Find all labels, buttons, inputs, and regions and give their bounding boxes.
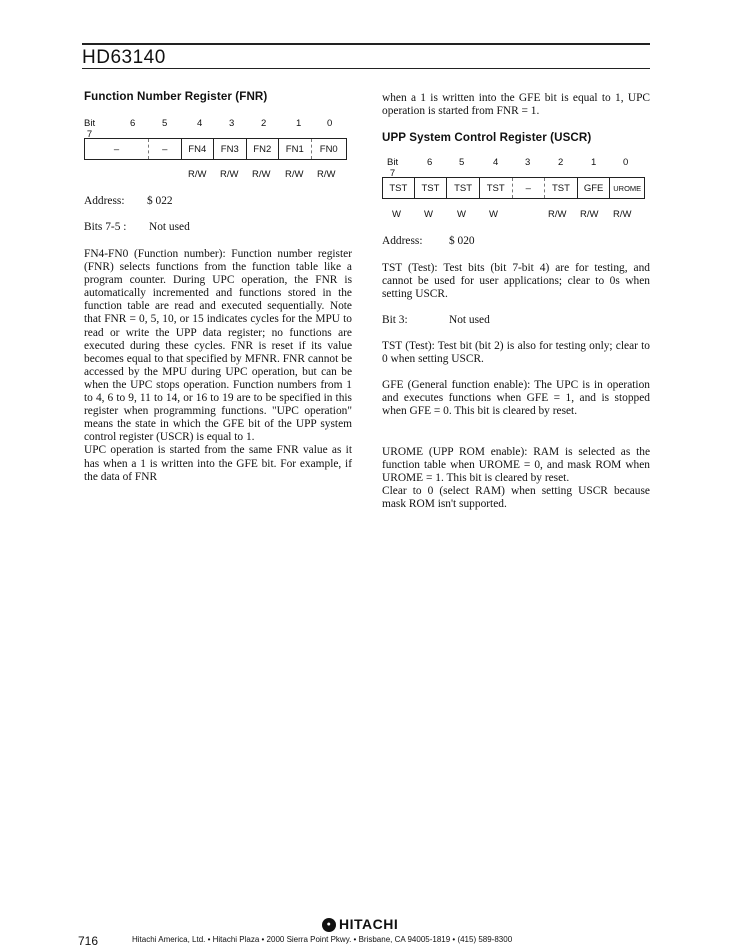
fnr-rw-4: R/W bbox=[188, 169, 207, 180]
uscr-rw-5: W bbox=[457, 209, 466, 220]
fnr-cell-fn2: FN2 bbox=[247, 139, 280, 159]
uscr-register-diagram bbox=[382, 177, 645, 199]
uscr-address bbox=[382, 235, 650, 248]
uscr-tst-paragraph: TST (Test): Test bits (bit 7-bit 4) are for testing, and cannot be used for user applications; clear to 0s when setting USCR. bbox=[382, 262, 650, 301]
uscr-gfe-block bbox=[382, 379, 650, 418]
fnr-register-diagram bbox=[84, 138, 347, 160]
fnr-bit-3: 3 bbox=[229, 118, 235, 129]
header-rule-bottom bbox=[82, 68, 650, 69]
page-title: HD63140 bbox=[82, 47, 166, 68]
fnr-heading: Function Number Register (FNR) bbox=[84, 90, 268, 103]
uscr-rw-6: W bbox=[424, 209, 433, 220]
uscr-bit-4: 4 bbox=[493, 157, 499, 168]
fnr-bits75-label: Bits 7-5 : bbox=[84, 221, 127, 233]
fnr-cell-fn4: FN4 bbox=[182, 139, 215, 159]
uscr-intro bbox=[382, 92, 650, 118]
uscr-urome-paragraph-2: Clear to 0 (select RAM) when setting USCR because mask ROM isn't supported. bbox=[382, 485, 650, 511]
hitachi-logo bbox=[322, 916, 398, 932]
uscr-address-label: Address: bbox=[382, 235, 423, 247]
uscr-rw-2: R/W bbox=[548, 209, 567, 220]
uscr-bit-5: 5 bbox=[459, 157, 465, 168]
uscr-bit-3: 3 bbox=[525, 157, 531, 168]
fnr-rw-0: R/W bbox=[317, 169, 336, 180]
fnr-bits75-value: Not used bbox=[149, 221, 190, 233]
uscr-cell-tst2: TST bbox=[545, 178, 578, 198]
fnr-description bbox=[84, 248, 352, 484]
uscr-bit3-label: Bit 3: bbox=[382, 314, 408, 326]
fnr-address bbox=[84, 195, 352, 208]
uscr-bit3 bbox=[382, 314, 650, 327]
uscr-heading-wrap bbox=[382, 131, 650, 144]
fnr-bits75 bbox=[84, 221, 352, 234]
fnr-address-value: $ 022 bbox=[147, 195, 173, 207]
fnr-bit-4: 4 bbox=[197, 118, 203, 129]
uscr-urome-paragraph: UROME (UPP ROM enable): RAM is selected as the function table when UROME = 0, and mask ROM when UROME = 1. This bit is cleared by reset. bbox=[382, 446, 650, 485]
uscr-cell-tst4: TST bbox=[480, 178, 513, 198]
uscr-bit-7: Bit 7 bbox=[387, 157, 399, 179]
fnr-rw-2: R/W bbox=[252, 169, 271, 180]
uscr-cell-gfe: GFE bbox=[578, 178, 611, 198]
fnr-bit-5: 5 bbox=[162, 118, 168, 129]
uscr-tst2-paragraph: TST (Test): Test bit (bit 2) is also for testing only; clear to 0 when setting USCR. bbox=[382, 340, 650, 366]
footer-address: Hitachi America, Ltd. • Hitachi Plaza • 2000 Sierra Point Pkwy. • Brisbane, CA 94005-1819 • (415) 589-8300 bbox=[132, 935, 513, 944]
fnr-cell-fn1: FN1 bbox=[279, 139, 312, 159]
uscr-gfe-paragraph: GFE (General function enable): The UPC is in operation and executes functions when GFE = 1, and is stopped when GFE = 0. This bit is cleared by reset. bbox=[382, 379, 650, 418]
uscr-cell-tst6: TST bbox=[415, 178, 448, 198]
uscr-bit-1: 1 bbox=[591, 157, 597, 168]
header-rule-top bbox=[82, 43, 650, 45]
uscr-urome-block bbox=[382, 446, 650, 511]
fnr-bit-6: 6 bbox=[130, 118, 136, 129]
uscr-tst-block bbox=[382, 262, 650, 301]
fnr-bit-7: Bit 7 bbox=[84, 118, 96, 140]
hitachi-logo-icon: ● bbox=[322, 918, 336, 932]
uscr-intro-text: when a 1 is written into the GFE bit is equal to 1, UPC operation is started from FNR = 1. bbox=[382, 92, 650, 118]
uscr-bit-2: 2 bbox=[558, 157, 564, 168]
left-column bbox=[84, 90, 352, 103]
uscr-cell-tst7: TST bbox=[383, 178, 415, 198]
fnr-cell-fn0: FN0 bbox=[319, 143, 338, 155]
uscr-heading: UPP System Control Register (USCR) bbox=[382, 131, 592, 144]
uscr-rw-7: W bbox=[392, 209, 401, 220]
uscr-bit-0: 0 bbox=[623, 157, 629, 168]
fnr-cell-unused-b: – bbox=[149, 139, 182, 159]
uscr-cell-unused: – bbox=[513, 178, 546, 198]
uscr-bit3-value: Not used bbox=[449, 314, 490, 326]
uscr-address-value: $ 020 bbox=[449, 235, 475, 247]
fnr-rw-1: R/W bbox=[285, 169, 304, 180]
fnr-cell-fn3: FN3 bbox=[214, 139, 247, 159]
uscr-cell-tst5: TST bbox=[447, 178, 480, 198]
uscr-rw-0: R/W bbox=[613, 209, 632, 220]
fnr-bit-0: 0 bbox=[327, 118, 333, 129]
uscr-cell-urome: UROME bbox=[613, 183, 642, 193]
page-number: 716 bbox=[78, 934, 99, 948]
uscr-rw-1: R/W bbox=[580, 209, 599, 220]
hitachi-logo-text: HITACHI bbox=[339, 916, 399, 932]
uscr-bit-6: 6 bbox=[427, 157, 433, 168]
fnr-paragraph-2: UPC operation is started from the same FNR value as it has when a 1 is written into the GFE bit. For example, if the data of FNR bbox=[84, 444, 352, 483]
fnr-address-label: Address: bbox=[84, 195, 125, 207]
fnr-bit-1: 1 bbox=[296, 118, 302, 129]
fnr-cell-unused-a: – bbox=[85, 139, 149, 159]
fnr-paragraph: FN4-FN0 (Function number): Function number register (FNR) selects functions from the function table like a program counter. During UPC operation, the FNR is automatically incremented and functions stored in the function table are read and executed sequentially. Note that FNR = 0, 5, 10, or 15 indicates cycles for the MPU to read or write the UPP data register; no functions are executed during these cycles. FNR is reset if its value becomes equal to that specified by MFNR. FNR cannot be accessed by the MPU during UPC operation, but can be when the UPC stops operation. Function numbers from 1 to 4, 6 to 9, 11 to 14, or 16 to 19 are to be specified in this register when programming functions. "UPC operation" means the state in which the GFE bit of the UPP system control register (USCR) is equal to 1. bbox=[84, 248, 352, 444]
fnr-rw-3: R/W bbox=[220, 169, 239, 180]
uscr-rw-4: W bbox=[489, 209, 498, 220]
fnr-bit-2: 2 bbox=[261, 118, 267, 129]
uscr-tst2-block bbox=[382, 340, 650, 366]
